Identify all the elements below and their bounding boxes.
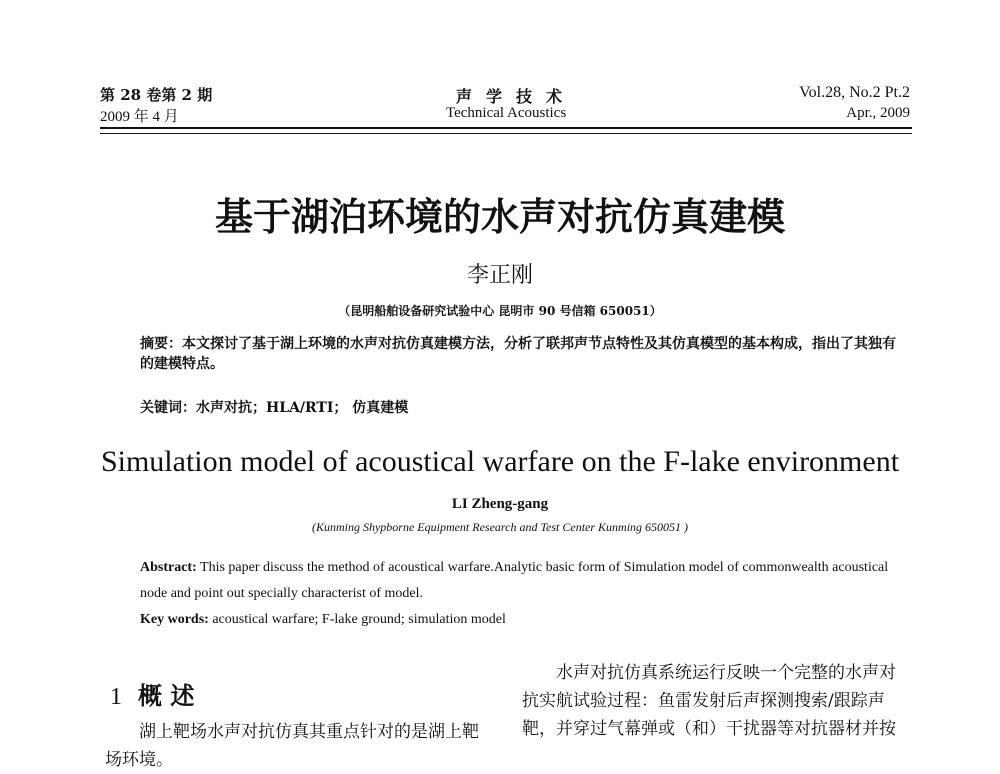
affiliation-cn: （昆明船舶设备研究试验中心 昆明市 90 号信箱 650051）	[338, 304, 662, 318]
keywords-text-cn: 水声对抗；HLA/RTI； 仿真建模	[196, 400, 409, 416]
header-rule-thin	[100, 133, 912, 134]
journal-name-cn: 声学技术	[456, 87, 577, 106]
section-1-left-paragraph: 湖上靶场水声对抗仿真其重点针对的是湖上靶场环境。	[105, 722, 479, 770]
keywords-label-cn: 关键词：	[140, 400, 196, 416]
affiliation-en: (Kunming Shypborne Equipment Research and Test Center Kunming 650051 )	[311, 520, 689, 534]
author-name-en: LI Zheng-gang	[451, 496, 549, 512]
keywords-en	[140, 612, 506, 628]
author-name-cn: 李正刚	[466, 263, 533, 288]
abstract-cn	[140, 334, 900, 374]
journal-volume-en: Vol.28, No.2 Pt.2	[799, 84, 910, 101]
paper-title-en: Simulation model of acoustical warfare on the F-lake environment	[100, 445, 900, 478]
section-1-heading	[110, 676, 194, 711]
journal-volume-issue: 第 28 卷第 2 期	[100, 86, 213, 104]
journal-date-en: Apr., 2009	[846, 105, 910, 121]
journal-date-cn: 2009 年 4 月	[100, 109, 179, 125]
keywords-cn	[140, 397, 408, 417]
keywords-text-en: acoustical warfare; F-lake ground; simulation model	[208, 612, 506, 627]
abstract-en	[140, 555, 900, 607]
keywords-label-en: Key words:	[140, 612, 209, 627]
section-1-title: 概 述	[138, 681, 195, 710]
abstract-text-cn: 本文探讨了基于湖上环境的水声对抗仿真建模方法，分析了联邦声节点特性及其仿真模型的基本构成，指出了其独有的建模特点。	[140, 336, 896, 372]
abstract-text-en: This paper discuss the method of acoustical warfare.Analytic basic form of Simulation model of commonwealth acoustical node and point out specially characterist of model.	[140, 560, 889, 601]
journal-name-en: Technical Acoustics	[446, 105, 567, 121]
abstract-label-cn: 摘要：	[140, 336, 182, 352]
abstract-label-en: Abstract:	[140, 560, 197, 575]
section-1-right-paragraph: 水声对抗仿真系统运行反映一个完整的水声对抗实航试验过程：鱼雷发射后声探测搜索/跟踪声靶，并穿过气幕弹或（和）干扰器等对抗器材并按	[522, 663, 896, 739]
header-rule-thick	[100, 127, 912, 129]
section-1-number: 1	[110, 684, 122, 710]
paper-title-cn: 基于湖泊环境的水声对抗仿真建模	[214, 194, 785, 239]
